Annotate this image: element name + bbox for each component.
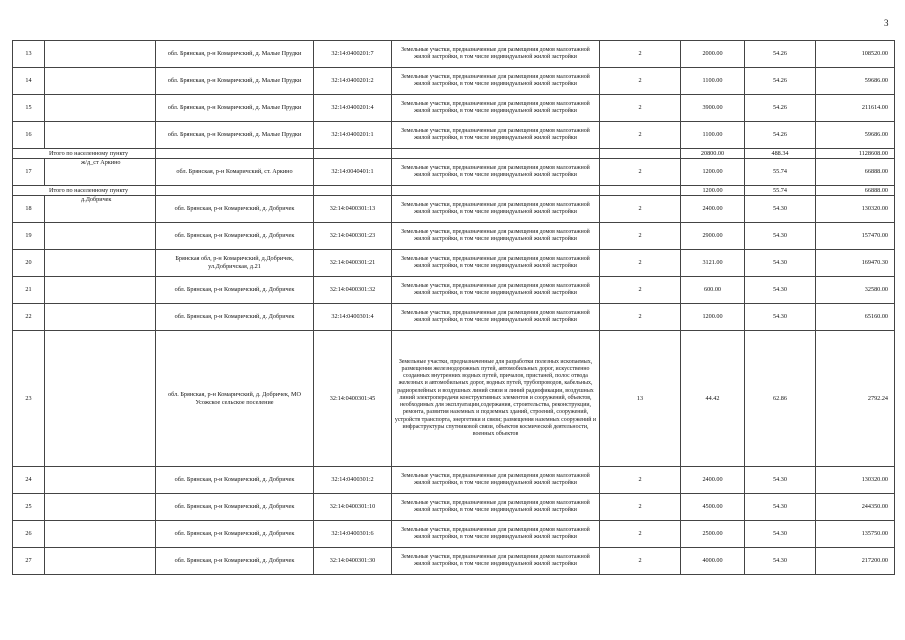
cadastral-number: 32:14:0400201:2: [314, 68, 392, 95]
category-cell: 2: [600, 548, 681, 575]
settlement-label: [45, 331, 156, 467]
cadastral-number: 32:14:0040401:1: [314, 159, 392, 186]
settlement-label: [45, 548, 156, 575]
category-cell: 2: [600, 467, 681, 494]
area-cell: 1200.00: [681, 304, 745, 331]
row-number: 15: [13, 95, 45, 122]
category-cell: 2: [600, 196, 681, 223]
total-rate: 55.74: [745, 186, 816, 196]
category-cell: 2: [600, 304, 681, 331]
value-cell: 32580.00: [816, 277, 895, 304]
area-cell: 2000.00: [681, 41, 745, 68]
address-cell: обл. Брянская, р-н Комаричский, д. Добричек: [156, 467, 314, 494]
land-use-cell: Земельные участки, предназначенные для размещения домов малоэтажной жилой застройки, в том числе индивидуальной жилой застройки: [392, 95, 600, 122]
row-number: 24: [13, 467, 45, 494]
cadastral-number: 32:14:0400301:2: [314, 467, 392, 494]
empty-cell: [600, 149, 681, 159]
rate-cell: 54.26: [745, 95, 816, 122]
value-cell: 244350.00: [816, 494, 895, 521]
land-use-cell: Земельные участки, предназначенные для размещения домов малоэтажной жилой застройки, в том числе индивидуальной жилой застройки: [392, 250, 600, 277]
settlement-label: [45, 223, 156, 250]
value-cell: 157470.00: [816, 223, 895, 250]
value-cell: 169470.30: [816, 250, 895, 277]
land-use-cell: Земельные участки, предназначенные для размещения домов малоэтажной жилой застройки, в том числе индивидуальной жилой застройки: [392, 494, 600, 521]
settlement-label: [45, 277, 156, 304]
row-number: 14: [13, 68, 45, 95]
rate-cell: 54.30: [745, 223, 816, 250]
land-use-cell: Земельные участки, предназначенные для размещения домов малоэтажной жилой застройки, в том числе индивидуальной жилой застройки: [392, 223, 600, 250]
value-cell: 130320.00: [816, 467, 895, 494]
table-row: [13, 277, 895, 304]
cadastral-number: 32:14:0400301:32: [314, 277, 392, 304]
row-number: 21: [13, 277, 45, 304]
rate-cell: 54.30: [745, 250, 816, 277]
cadastral-number: 32:14:0400201:1: [314, 122, 392, 149]
table-row: [13, 122, 895, 149]
rate-cell: 54.30: [745, 548, 816, 575]
cadastral-number: 32:14:0400301:10: [314, 494, 392, 521]
row-number: 20: [13, 250, 45, 277]
cadastral-value-table: [12, 40, 895, 575]
cadastral-number: 32:14:0400301:21: [314, 250, 392, 277]
land-use-cell: Земельные участки, предназначенные для размещения домов малоэтажной жилой застройки, в том числе индивидуальной жилой застройки: [392, 41, 600, 68]
rate-cell: 54.30: [745, 521, 816, 548]
value-cell: 211614.00: [816, 95, 895, 122]
address-cell: обл. Брянская, р-н Комаричский, д. Малые Прудки: [156, 122, 314, 149]
empty-cell: [392, 186, 600, 196]
rate-cell: 54.26: [745, 41, 816, 68]
total-rate: 488.34: [745, 149, 816, 159]
land-use-cell: Земельные участки, предназначенные для размещения домов малоэтажной жилой застройки, в том числе индивидуальной жилой застройки: [392, 304, 600, 331]
land-use-cell: Земельные участки, предназначенные для размещения домов малоэтажной жилой застройки, в том числе индивидуальной жилой застройки: [392, 159, 600, 186]
value-cell: 217200.00: [816, 548, 895, 575]
area-cell: 2500.00: [681, 521, 745, 548]
area-cell: 3121.00: [681, 250, 745, 277]
cadastral-number: 32:14:0400201:4: [314, 95, 392, 122]
row-number: 22: [13, 304, 45, 331]
land-use-cell: Земельные участки, предназначенные для размещения домов малоэтажной жилой застройки, в том числе индивидуальной жилой застройки: [392, 68, 600, 95]
address-cell: обл. Брянская, р-н Комаричский, д. Добричек: [156, 196, 314, 223]
cadastral-number: 32:14:0400301:6: [314, 521, 392, 548]
row-number: 19: [13, 223, 45, 250]
row-number: 27: [13, 548, 45, 575]
table-row: [13, 467, 895, 494]
category-cell: 2: [600, 122, 681, 149]
total-label: Итого по населенному пункту: [13, 186, 156, 196]
cadastral-number: 32:14:0400301:45: [314, 331, 392, 467]
empty-cell: [156, 149, 314, 159]
settlement-label: [45, 494, 156, 521]
address-cell: обл. Брянская, р-н Комаричский, д. Малые Прудки: [156, 95, 314, 122]
value-cell: 66888.00: [816, 159, 895, 186]
area-cell: 2400.00: [681, 467, 745, 494]
total-area: 20800.00: [681, 149, 745, 159]
value-cell: 59686.00: [816, 68, 895, 95]
empty-cell: [156, 186, 314, 196]
land-use-cell: Земельные участки, предназначенные для размещения домов малоэтажной жилой застройки, в том числе индивидуальной жилой застройки: [392, 521, 600, 548]
row-number: 23: [13, 331, 45, 467]
cadastral-number: 32:14:0400301:4: [314, 304, 392, 331]
address-cell: обл. Брянская, р-н Комаричский, ст. Аркино: [156, 159, 314, 186]
land-use-cell: Земельные участки, предназначенные для размещения домов малоэтажной жилой застройки, в том числе индивидуальной жилой застройки: [392, 196, 600, 223]
cadastral-number: 32:14:0400201:7: [314, 41, 392, 68]
table-row: [13, 223, 895, 250]
rate-cell: 54.30: [745, 467, 816, 494]
total-area: 1200.00: [681, 186, 745, 196]
rate-cell: 62.86: [745, 331, 816, 467]
category-cell: 2: [600, 223, 681, 250]
category-cell: 2: [600, 95, 681, 122]
settlement-label: [45, 521, 156, 548]
row-number: 16: [13, 122, 45, 149]
address-cell: обл. Брянская, р-н Комаричский, д. Малые Прудки: [156, 68, 314, 95]
rate-cell: 54.26: [745, 68, 816, 95]
table-row: [13, 494, 895, 521]
total-row: [13, 186, 895, 196]
area-cell: 1200.00: [681, 159, 745, 186]
rate-cell: 54.30: [745, 277, 816, 304]
address-cell: обл. Брянская, р-н Комаричский, д. Добричек: [156, 304, 314, 331]
address-cell: обл. Брянская, р-н Комаричский, д. Добричек: [156, 521, 314, 548]
settlement-label: [45, 122, 156, 149]
value-cell: 108520.00: [816, 41, 895, 68]
table-row: [13, 521, 895, 548]
category-cell: 2: [600, 494, 681, 521]
category-cell: 2: [600, 521, 681, 548]
settlement-label: [45, 250, 156, 277]
area-cell: 3900.00: [681, 95, 745, 122]
value-cell: 65160.00: [816, 304, 895, 331]
area-cell: 1100.00: [681, 122, 745, 149]
total-label: Итого по населенному пункту: [13, 149, 156, 159]
table-row: [13, 159, 895, 186]
empty-cell: [314, 149, 392, 159]
row-number: 26: [13, 521, 45, 548]
settlement-label: ж/д_ст Аркино: [45, 159, 156, 186]
table-row: [13, 196, 895, 223]
address-cell: обл. Брянская, р-н Комаричский, д. Малые Прудки: [156, 41, 314, 68]
table-row: [13, 41, 895, 68]
value-cell: 59686.00: [816, 122, 895, 149]
settlement-label: [45, 41, 156, 68]
empty-cell: [600, 186, 681, 196]
settlement-label: [45, 95, 156, 122]
value-cell: 135750.00: [816, 521, 895, 548]
area-cell: 4500.00: [681, 494, 745, 521]
land-use-cell: Земельные участки, предназначенные для размещения домов малоэтажной жилой застройки, в том числе индивидуальной жилой застройки: [392, 467, 600, 494]
table-row: [13, 304, 895, 331]
row-number: 13: [13, 41, 45, 68]
table-row: [13, 95, 895, 122]
total-value: 66888.00: [816, 186, 895, 196]
settlement-label: [45, 68, 156, 95]
category-cell: 2: [600, 250, 681, 277]
address-cell: обл. Брянская, р-н Комаричский, д. Добричек: [156, 494, 314, 521]
area-cell: 2400.00: [681, 196, 745, 223]
value-cell: 2792.24: [816, 331, 895, 467]
value-cell: 130320.00: [816, 196, 895, 223]
address-cell: обл. Брянская, р-н Комаричский, д. Добричек: [156, 223, 314, 250]
settlement-label: д.Добричек: [45, 196, 156, 223]
area-cell: 1100.00: [681, 68, 745, 95]
table-row: [13, 68, 895, 95]
cadastral-number: 32:14:0400301:13: [314, 196, 392, 223]
settlement-label: [45, 304, 156, 331]
cadastral-number: 32:14:0400301:30: [314, 548, 392, 575]
address-cell: обл. Брянская, р-н Комаричский, д. Добричек, МО Усожское сельское поселение: [156, 331, 314, 467]
rate-cell: 54.30: [745, 494, 816, 521]
row-number: 17: [13, 159, 45, 186]
category-cell: 2: [600, 68, 681, 95]
area-cell: 44.42: [681, 331, 745, 467]
area-cell: 2900.00: [681, 223, 745, 250]
empty-cell: [392, 149, 600, 159]
table-row: [13, 250, 895, 277]
rate-cell: 54.26: [745, 122, 816, 149]
rate-cell: 55.74: [745, 159, 816, 186]
row-number: 18: [13, 196, 45, 223]
table-row: [13, 331, 895, 467]
land-use-cell: Земельные участки, предназначенные для размещения домов малоэтажной жилой застройки, в том числе индивидуальной жилой застройки: [392, 122, 600, 149]
settlement-label: [45, 467, 156, 494]
cadastral-number: 32:14:0400301:23: [314, 223, 392, 250]
page-number: 3: [884, 18, 889, 28]
area-cell: 4000.00: [681, 548, 745, 575]
rate-cell: 54.30: [745, 196, 816, 223]
empty-cell: [314, 186, 392, 196]
category-cell: 2: [600, 41, 681, 68]
row-number: 25: [13, 494, 45, 521]
total-row: [13, 149, 895, 159]
land-use-cell: Земельные участки, предназначенные для разработки полезных ископаемых, размещения железнодорожных путей, автомобильных дорог, искусственно созданных внутренних водных путей, причалов, пристаней, полос отвода железных и автомобильных дорог, водных путей, трубопроводов, кабельных, радиорелейных и воздушных линий связи и линий радиофикации, воздушных линий электропередачи конструктивных элементов и сооружений, объектов, необходимых для эксплуатации,содержания, строительства, реконструкции, ремонта, развития наземных и подземных зданий, строений, сооружений, устройств транспорта, энергетики и связи; размещения наземных сооружений и инфраструктуры спутниковой связи, объектов космической деятельности, военных объектов: [392, 331, 600, 467]
land-use-cell: Земельные участки, предназначенные для размещения домов малоэтажной жилой застройки, в том числе индивидуальной жилой застройки: [392, 548, 600, 575]
total-value: 1128608.00: [816, 149, 895, 159]
table-row: [13, 548, 895, 575]
address-cell: обл. Брянская, р-н Комаричский, д. Добричек: [156, 277, 314, 304]
area-cell: 600.00: [681, 277, 745, 304]
category-cell: 2: [600, 277, 681, 304]
address-cell: обл. Брянская, р-н Комаричский, д. Добричек: [156, 548, 314, 575]
rate-cell: 54.30: [745, 304, 816, 331]
category-cell: 13: [600, 331, 681, 467]
category-cell: 2: [600, 159, 681, 186]
address-cell: Брянская обл, р-н Комаричский, д.Добричек, ул.Добричская, д.21: [156, 250, 314, 277]
land-use-cell: Земельные участки, предназначенные для размещения домов малоэтажной жилой застройки, в том числе индивидуальной жилой застройки: [392, 277, 600, 304]
table-body: [13, 41, 895, 575]
